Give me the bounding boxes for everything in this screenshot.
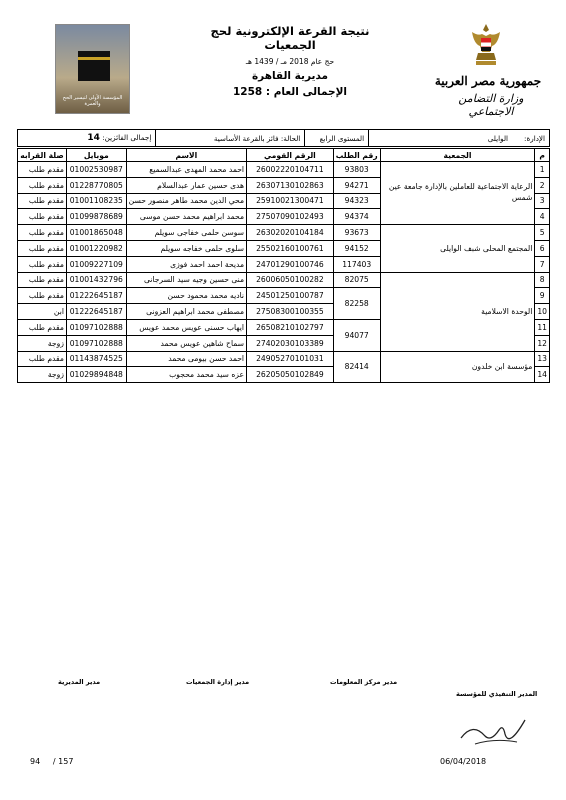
report-title: نتيجة القرعة الإلكترونية لحج الجمعيات [210,24,370,52]
row-index: 5 [535,225,550,241]
report-date: 06/04/2018 [440,757,487,766]
request-no: 94323 [333,193,380,209]
request-no: 94374 [333,209,380,225]
row-index: 7 [535,256,550,272]
winners-label: إجمالى الفائزين: [102,133,152,142]
table-row [18,225,550,241]
ministry-title: وزارة التضامن الاجتماعي [458,92,524,118]
association-cell: مؤسسة ابن خلدون [380,351,535,383]
national-id: 27508300100355 [247,304,334,320]
relation: مقدم طلب [18,319,67,335]
status-value: فائز بالقرعة الأساسية [213,133,279,143]
mobile: 01009227109 [66,256,126,272]
winners-value: 14 [87,133,100,143]
col-header-request-no: رقم الطلب [333,149,380,162]
handwritten-signature [455,708,535,753]
info-bar [17,129,550,147]
eagle-emblem-icon [468,22,504,68]
row-index: 13 [535,351,550,367]
table-row [18,351,550,367]
mobile: 01099878689 [66,209,126,225]
request-no: 82414 [333,351,380,383]
status-cell [156,130,305,147]
mobile: 01228770805 [66,177,126,193]
national-id: 26307130102863 [247,177,334,193]
table-row [18,272,550,288]
row-index: 2 [535,177,550,193]
person-name: سلوى حلمى خفاجه سويلم [126,240,246,256]
relation: زوجة [18,367,67,383]
national-id: 27402030103389 [247,335,334,351]
person-name: ناديه محمد محمود حسن [126,288,246,304]
national-id: 26302020104184 [247,225,334,241]
request-no: 94271 [333,177,380,193]
col-header-national-id: الرقم القومي [247,149,334,162]
person-name: مصطفى محمد ابراهيم العزونى [126,304,246,320]
row-index: 1 [535,162,550,178]
grand-total-value: 1258 [232,86,263,98]
mobile: 01143874525 [66,351,126,367]
relation: مقدم طلب [18,256,67,272]
request-no: 94152 [333,240,380,256]
mobile: 01002530987 [66,162,126,178]
report-title-block [190,24,390,98]
national-id: 24905270101031 [247,351,334,367]
col-header-relation: صلة القرابه [18,149,67,162]
col-header-index: م [535,149,550,162]
admin-cell [369,130,550,147]
directorate-manager-label: مدير المديرية [58,678,101,686]
national-id: 24701290100746 [247,256,334,272]
person-name: محمد ابراهيم محمد حسن موسى [126,209,246,225]
national-id: 26508210102797 [247,319,334,335]
winners-cell [18,130,156,147]
grand-total-label: الإجمالى العام : [265,86,348,98]
relation: مقدم طلب [18,193,67,209]
relation: زوجة [18,335,67,351]
mobile: 01029894848 [66,367,126,383]
relation: مقدم طلب [18,177,67,193]
association-cell: الوحدة الاسلامية [380,272,535,351]
mobile: 01097102888 [66,335,126,351]
mobile: 01097102888 [66,319,126,335]
mobile: 01001220982 [66,240,126,256]
photo-caption: المؤسسة الأولى لتيسير الحج والعمرة [62,95,123,107]
directorate-label: مديرية القاهرة [251,70,329,82]
request-no: 117403 [333,256,380,272]
info-center-manager-label: مدير مركز المعلومات [330,678,398,686]
table-row [18,162,550,178]
person-name: احمد حسن بيومى محمد [126,351,246,367]
national-id: 24501250100787 [247,288,334,304]
row-index: 6 [535,240,550,256]
person-name: محي الدين محمد طاهر منصور حسن [126,193,246,209]
relation: مقدم طلب [18,225,67,241]
relation: مقدم طلب [18,272,67,288]
request-no: 93673 [333,225,380,241]
row-index: 4 [535,209,550,225]
relation: مقدم طلب [18,209,67,225]
person-name: منى حسين وجيه سيد السرجانى [126,272,246,288]
row-index: 12 [535,335,550,351]
season-label: حج عام 2018 مـ / 1439 هـ [245,57,335,66]
relation: مقدم طلب [18,240,67,256]
row-index: 8 [535,272,550,288]
executive-director-label: المدير التنفيذي للمؤسسة [456,690,538,698]
association-cell: المجتمع المحلى شبف الوايلى [380,225,535,272]
national-id: 26006050100282 [247,272,334,288]
table-header-row [18,149,550,162]
person-name: احمد محمد المهدى عبدالسميع [126,162,246,178]
person-name: ايهاب حسنى عويس محمد عويس [126,319,246,335]
col-header-association: الجمعية [380,149,535,162]
request-no: 82075 [333,272,380,288]
mobile: 01001432796 [66,272,126,288]
col-header-name: الاسم [126,149,246,162]
person-name: سماح شاهين عويس محمد [126,335,246,351]
national-id: 25502160100761 [247,240,334,256]
row-index: 9 [535,288,550,304]
kaaba-image [78,51,110,81]
relation: مقدم طلب [18,351,67,367]
person-name: سوسن حلمى خفاجى سويلم [126,225,246,241]
relation: مقدم طلب [18,162,67,178]
mobile: 01001108235 [66,193,126,209]
page-total: / 157 [52,757,74,766]
kaaba-photo [55,24,130,114]
person-name: عزه سيد محمد محجوب [126,367,246,383]
page-number: 94 [30,757,41,766]
relation: مقدم طلب [18,288,67,304]
request-no: 94077 [333,319,380,351]
row-index: 10 [535,304,550,320]
associations-manager-label: مدير إدارة الجمعيات [186,678,250,686]
level-cell: المستوى الرابع [305,130,369,147]
row-index: 11 [535,319,550,335]
row-index: 3 [535,193,550,209]
status-label: الحالة: [280,133,301,143]
person-name: هدى حسين عمار عبدالسلام [126,177,246,193]
winners-table [17,148,550,383]
admin-value: الوايلى [487,133,509,143]
page-counter [30,757,73,766]
association-cell: الرعاية الاجتماعية للعاملين بالإدارة جامعة عين شمس [380,162,535,225]
relation: ابن [18,304,67,320]
admin-label: الإدارة: [524,133,545,143]
person-name: مديحة احمد احمد فوزى [126,256,246,272]
mobile: 01222645187 [66,304,126,320]
request-no: 93803 [333,162,380,178]
mobile: 01001865048 [66,225,126,241]
national-id: 27507090102493 [247,209,334,225]
kaaba-band [78,57,110,60]
country-title: جمهورية مصر العربية [434,74,542,88]
national-id: 25910021300471 [247,193,334,209]
request-no: 82258 [333,288,380,320]
grand-total [190,86,390,98]
report-header [0,14,566,124]
national-id: 26205050102849 [247,367,334,383]
national-id: 26002220104711 [247,162,334,178]
mobile: 01222645187 [66,288,126,304]
col-header-mobile: موبايل [66,149,126,162]
row-index: 14 [535,367,550,383]
